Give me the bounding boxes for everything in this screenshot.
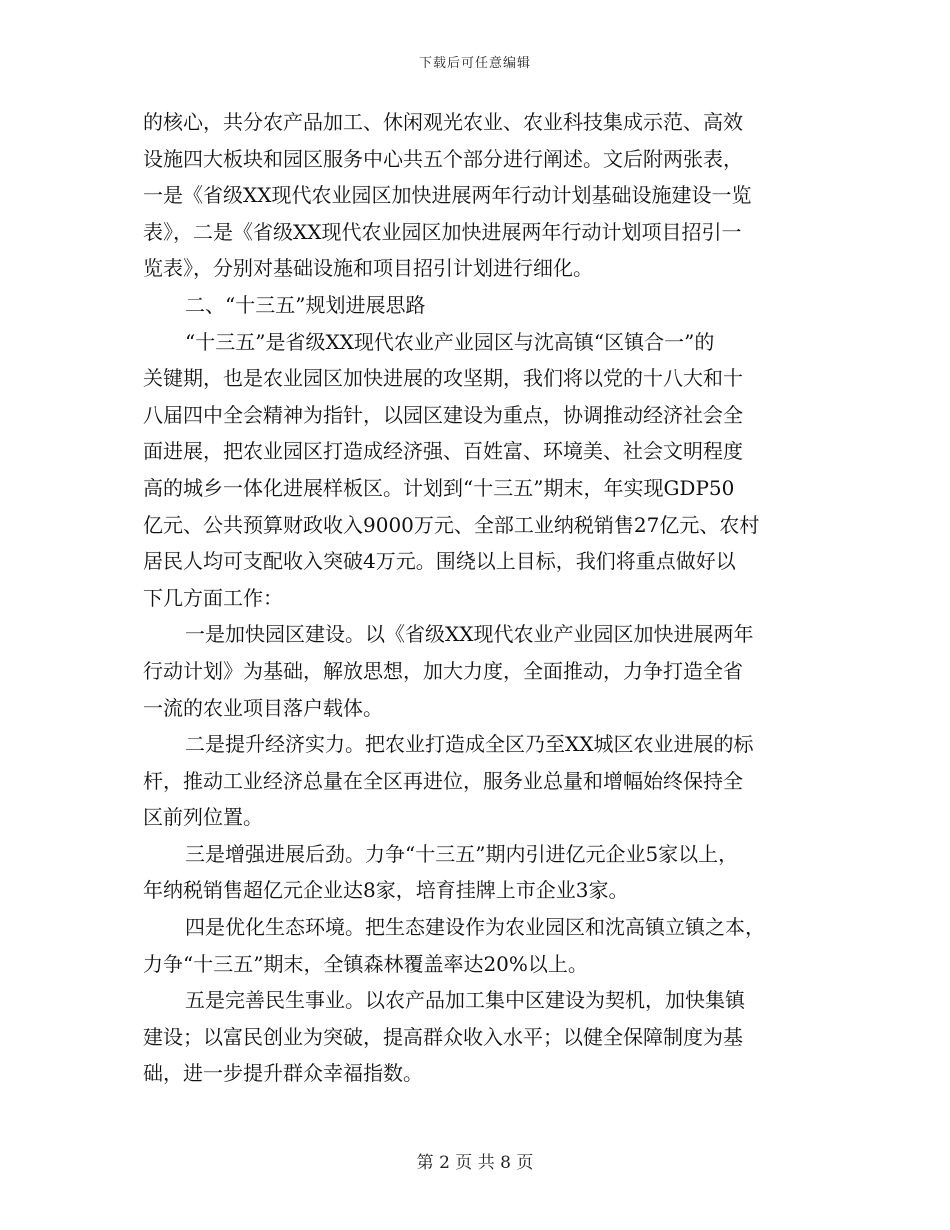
text-line: 的核心，共分农产品加工、休闲观光农业、农业科技集成示范、高效	[143, 110, 743, 134]
document-body	[143, 104, 808, 1092]
text-line: 表》，二是《省级XX现代农业园区加快进展两年行动计划项目招引一	[143, 219, 742, 244]
text-line: 年纳税销售超亿元企业达8家，培育挂牌上市企业3家。	[143, 878, 629, 903]
text-line: 力争“十三五”期末，全镇森林覆盖率达20%以上。	[143, 951, 588, 976]
text-line: 五是完善民生事业。以农产品加工集中区建设为契机，加快集镇	[185, 988, 745, 1013]
text-line: 建设；以富民创业为突破，提高群众收入水平；以健全保障制度为基	[143, 1024, 743, 1049]
text-line: 区前列位置。	[143, 805, 263, 830]
text-line: 三是增强进展后劲。力争“十三五”期内引进亿元企业5家以上，	[185, 841, 739, 866]
page-header: 下载后可任意编辑	[418, 56, 531, 71]
text-line: 二是提升经济实力。把农业打造成全区乃至XX城区农业进展的标	[185, 732, 754, 757]
text-line: 居民人均可支配收入突破4万元。围绕以上目标，我们将重点做好以	[143, 549, 736, 574]
text-line: 下几方面工作：	[143, 585, 283, 610]
text-line: 一流的农业项目落户载体。	[143, 695, 383, 720]
text-line: 础，进一步提升群众幸福指数。	[143, 1061, 423, 1086]
text-line: 八届四中全会精神为指针，以园区建设为重点，协调推动经济社会全	[143, 402, 743, 427]
text-line: 关键期，也是农业园区加快进展的攻坚期，我们将以党的十八大和十	[143, 366, 743, 391]
text-line: 一是加快园区建设。以《省级XX现代农业产业园区加快进展两年	[185, 622, 754, 647]
text-line: 览表》，分别对基础设施和项目招引计划进行细化。	[143, 256, 593, 281]
page-number: 第 2 页 共 8 页	[416, 1153, 534, 1173]
text-line: 一是《省级XX现代农业园区加快进展两年行动计划基础设施建设一览	[143, 183, 752, 208]
text-line: 高的城乡一体化进展样板区。计划到“十三五”期末，年实现GDP50	[143, 475, 735, 500]
text-line: “十三五”是省级XX现代农业产业园区与沈高镇“区镇合一”的	[185, 329, 715, 354]
text-line: 面进展，把农业园区打造成经济强、百姓富、环境美、社会文明程度	[143, 439, 743, 464]
section-heading: 二、“十三五”规划进展思路	[185, 292, 426, 317]
text-line: 四是优化生态环境。把生态建设作为农业园区和沈高镇立镇之本，	[185, 915, 765, 940]
text-line: 亿元、公共预算财政收入9000万元、全部工业纳税销售27亿元、农村	[143, 512, 760, 537]
text-line: 行动计划》为基础，解放思想，加大力度，全面推动，力争打造全省	[143, 658, 743, 683]
text-line: 杆，推动工业经济总量在全区再进位，服务业总量和增幅始终保持全	[143, 768, 743, 793]
text-line: 设施四大板块和园区服务中心共五个部分进行阐述。文后附两张表，	[143, 146, 743, 171]
